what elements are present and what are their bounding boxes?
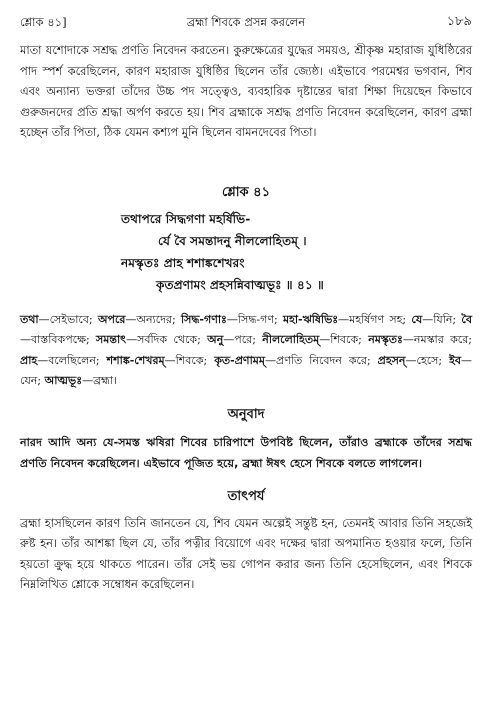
synonym-meaning: হেসে; xyxy=(416,353,450,367)
sloka-heading: শ্লোক ৪১ xyxy=(221,184,271,200)
synonym-meaning: প্রণতি নিবেদন করে; xyxy=(276,353,378,367)
synonym-meaning: শিবকে; xyxy=(175,353,215,367)
synonym-term: নমস্কৃতঃ xyxy=(368,333,403,347)
synonym-term: অনু xyxy=(207,333,224,347)
verse-line: কৃতপ্রণামং প্রহসন্নিবাত্মভূঃ ॥ ৪১ ॥ xyxy=(156,277,324,292)
synonym-term: শশাঙ্ক-শেখরম্ xyxy=(106,353,165,367)
synonym-meaning: মহর্ষিগণ সহ; xyxy=(349,312,412,326)
synonym-term: প্রহসন্ xyxy=(377,353,406,367)
synonym-term: তথা xyxy=(20,312,39,326)
synonym-meaning: অন্যদের; xyxy=(136,312,181,326)
synonym-meaning: সেইভাবে; xyxy=(49,312,98,326)
verse-line: র্যে বৈ সমন্তাদনু নীললোহিতম্ । xyxy=(158,233,307,248)
verse-line: নমস্কৃতঃ প্রাহ শশাঙ্কশেখরং xyxy=(121,255,245,270)
synonyms-paragraph: তথা—সেইভাবে; অপরে—অন্যদের; সিদ্ধ-গণাঃ—সিদ্ধ-গণ; মহা-ঋষিভিঃ—মহর্ষিগণ সহ; যে—যিনি; বৈ—বাস্তবিকপক্ষে; সমন্তাৎ—সর্বদিক থেকে; অনু—পরে; নীললোহিতম্—শিবকে; নমস্কৃতঃ—নমস্কার করে; প্রাহ—বলেছিলেন; শশাঙ্ক-শেখরম্—শিবকে; কৃত-প্রণামম্—প্রণতি নিবেদন করে; প্রহসন্—হেসে; ইব—যেন; আত্মভূঃ—ব্রহ্মা। xyxy=(20,312,472,388)
synonym-term: মহা-ঋষিভিঃ xyxy=(282,312,339,326)
book-page xyxy=(20,10,472,595)
synonym-meaning: শিবকে; xyxy=(330,333,369,347)
translation-heading: অনুবাদ xyxy=(227,406,265,422)
synonym-meaning: বাস্তবিকপক্ষে; xyxy=(31,333,97,347)
page-number: ১৮৯ xyxy=(446,14,472,29)
synonym-meaning: বলেছিলেন; xyxy=(48,353,107,367)
synonym-term: ইব xyxy=(449,353,461,367)
synonym-meaning: সিদ্ধ-গণ; xyxy=(237,312,283,326)
translation-paragraph: নারদ আদি অন্য যে-সমস্ত ঋষিরা শিবের চারিপাশে উপবিষ্ট ছিলেন, তাঁরাও ব্রহ্মাকে তাঁদের সশ্রদ্ধ প্রণতি নিবেদন করেছিলেন। এইভাবে পূজিত হয়ে, ব্রহ্মা ঈষৎ হেসে শিবকে বলতে লাগলেন। xyxy=(20,435,472,470)
synonym-term: কৃত-প্রণামম্ xyxy=(214,353,265,367)
synonym-term: অপরে xyxy=(97,312,126,326)
synonym-term: যে xyxy=(411,312,423,326)
synonym-meaning: নমস্কার করে; xyxy=(413,333,472,347)
purport-heading: তাৎপর্য xyxy=(227,488,265,504)
verse-block xyxy=(20,208,472,296)
synonym-term: সমন্তাৎ xyxy=(96,333,127,347)
synonym-meaning: সর্বদিক থেকে; xyxy=(137,333,208,347)
synonym-meaning: যেন; xyxy=(20,374,45,388)
synonym-meaning: পরে; xyxy=(234,333,263,347)
synonym-term: প্রাহ xyxy=(20,353,38,367)
header-verse-ref: শ্লোক ৪১] xyxy=(20,15,67,29)
synonym-meaning: যিনি; xyxy=(433,312,462,326)
page-header xyxy=(20,10,472,32)
header-chapter-title: ব্রহ্মা শিবকে প্রসন্ন করলেন xyxy=(186,15,306,29)
synonym-term: আত্মভূঃ xyxy=(44,374,83,388)
synonym-term: সিদ্ধ-গণাঃ xyxy=(180,312,227,326)
synonym-meaning: ব্রহ্মা। xyxy=(93,374,117,388)
synonym-term: বৈ xyxy=(461,312,472,326)
intro-paragraph: মাতা যশোদাকে সশ্রদ্ধ প্রণতি নিবেদন করতেন। কুরুক্ষেত্রের যুদ্ধের সময়ও, শ্রীকৃষ্ণ মহারাজ যুধিষ্ঠিরের পাদ স্পর্শ করেছিলেন, কারণ মহারাজ যুধিষ্ঠির ছিলেন তাঁর জ্যেষ্ঠ। এইভাবে পরমেশ্বর ভগবান, শিব এবং অন্যান্য ভক্তরা তাঁদের উচ্চ পদ সত্ত্বেও, ব্যবহারিক দৃষ্টান্তের দ্বারা শিক্ষা দিয়েছেন কিভাবে গুরুজনদের প্রতি শ্রদ্ধা অর্পণ করতে হয়। শিব ব্রহ্মাকে সশ্রদ্ধ প্রণতি নিবেদন করেছিলেন, কারণ ব্রহ্মা হচ্ছেন তাঁর পিতা, ঠিক যেমন কশ্যপ মুনি ছিলেন বামনদেবের পিতা। xyxy=(20,43,472,140)
verse-line: তথাপরে সিদ্ধগণা মহর্ষিভি- xyxy=(121,211,251,226)
synonym-term: নীললোহিতম্ xyxy=(262,333,320,347)
purport-paragraph: ব্রহ্মা হাসছিলেন কারণ তিনি জানতেন যে, শিব যেমন অল্পেই সন্তুষ্ট হন, তেমনই আবার তিনি সহজেই রুষ্ট হন। তাঁর আশঙ্কা ছিল যে, তাঁর পত্নীর বিয়োগে এবং দক্ষের দ্বারা অপমানিত হওয়ার ফলে, তিনি হয়তো ক্রুদ্ধ হয়ে থাকতে পারেন। তাঁর সেই ভয় গোপন করার জন্য তিনি হেসেছিলেন, এবং শিবকে নিম্নলিখিত শ্লোকে সম্বোধন করেছিলেন। xyxy=(20,515,472,592)
